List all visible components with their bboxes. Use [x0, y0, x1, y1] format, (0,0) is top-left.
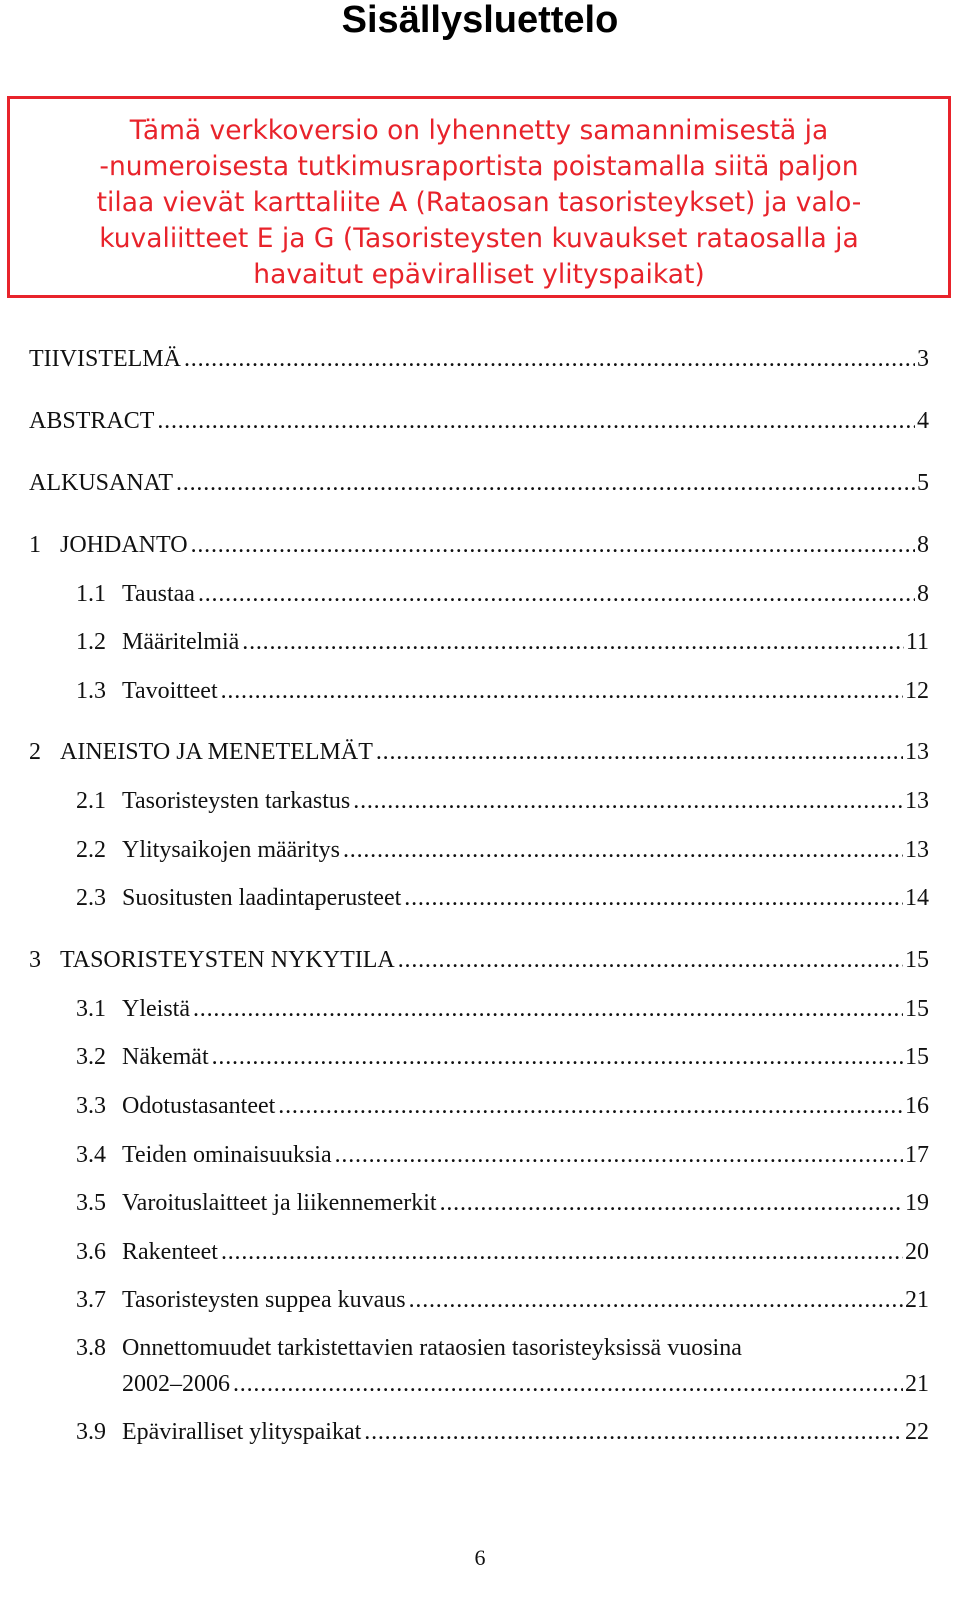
toc-label-continuation: 2002–2006: [122, 1371, 230, 1397]
toc-page-number: 4: [917, 408, 929, 434]
toc-entry-1-2-maaritelmia[interactable]: [76, 627, 929, 657]
toc-entry-1-3-tavoitteet[interactable]: [76, 676, 929, 706]
toc-section-number: 2.2: [76, 837, 106, 863]
toc-section-number: 3.4: [76, 1142, 106, 1168]
toc-label: ALKUSANAT: [29, 470, 173, 496]
toc-entry-3-5-varoituslaitteet[interactable]: [76, 1188, 929, 1218]
toc-section-number: 2: [29, 739, 41, 765]
toc-page-number: 14: [905, 885, 929, 911]
toc-label: Tasoristeysten suppea kuvaus: [122, 1287, 406, 1313]
toc-entry-3-tasoristeysten-nykytila[interactable]: [29, 945, 929, 975]
toc-section-number: 3.3: [76, 1093, 106, 1119]
dot-leader: [376, 737, 903, 767]
dot-leader: [409, 1285, 903, 1315]
toc-entry-3-9-epaviralliset-ylityspaikat[interactable]: [76, 1417, 929, 1447]
toc-label: Määritelmiä: [122, 629, 240, 655]
dot-leader: [353, 786, 903, 816]
toc-label: Ylitysaikojen määritys: [122, 837, 340, 863]
toc-section-number: 3: [29, 947, 41, 973]
toc-entry-3-6-rakenteet[interactable]: [76, 1237, 929, 1267]
dot-leader: [278, 1091, 903, 1121]
toc-label: AINEISTO JA MENETELMÄT: [60, 739, 373, 765]
toc-section-number: 1: [29, 532, 41, 558]
toc-page-number: 15: [905, 1044, 929, 1070]
toc-page-number: 11: [905, 629, 929, 655]
web-version-notice-box: [7, 96, 951, 298]
toc-section-number: 1.2: [76, 629, 106, 655]
toc-entry-2-aineisto-ja-menetelmat[interactable]: [29, 737, 929, 767]
toc-label: Rakenteet: [122, 1239, 218, 1265]
toc-section-number: 3.5: [76, 1190, 106, 1216]
toc-entry-continuation-line: [122, 1369, 929, 1399]
toc-section-number: 3.2: [76, 1044, 106, 1070]
toc-section-number: 3.8: [76, 1335, 106, 1361]
toc-page-number: 8: [917, 532, 929, 558]
toc-section-number: 2.1: [76, 788, 106, 814]
dot-leader: [343, 835, 903, 865]
toc-entry-1-1-taustaa[interactable]: [76, 579, 929, 609]
toc-section-number: 2.3: [76, 885, 106, 911]
toc-page-number: 19: [905, 1190, 929, 1216]
toc-page-number: 3: [917, 346, 929, 372]
toc-label: Taustaa: [122, 581, 195, 607]
toc-entry-3-4-teiden-ominaisuuksia[interactable]: [76, 1140, 929, 1170]
toc-entry-1-johdanto[interactable]: [29, 530, 929, 560]
toc-entry-abstract[interactable]: [29, 406, 929, 436]
toc-page-number: 15: [905, 947, 929, 973]
toc-page-number: 13: [905, 788, 929, 814]
toc-label: Tavoitteet: [122, 678, 218, 704]
toc-section-number: 3.6: [76, 1239, 106, 1265]
dot-leader: [191, 530, 915, 560]
toc-entry-2-2-ylitysaikojen-maaritys[interactable]: [76, 835, 929, 865]
toc-entry-3-7-tasoristeysten-suppea-kuvaus[interactable]: [76, 1285, 929, 1315]
toc-page-number: 13: [905, 837, 929, 863]
dot-leader: [198, 579, 915, 609]
toc-entry-tiivistelma[interactable]: [29, 344, 929, 374]
toc-label: Onnettomuudet tarkistettavien rataosien tasoristeyksissä vuosina: [122, 1335, 742, 1361]
toc-label: Epäviralliset ylityspaikat: [122, 1419, 362, 1445]
dot-leader: [404, 883, 903, 913]
dot-leader: [184, 344, 915, 374]
toc-label: Suositusten laadintaperusteet: [122, 885, 402, 911]
toc-entry-first-line: [76, 1333, 742, 1363]
dot-leader: [157, 406, 915, 436]
toc-section-number: 1.3: [76, 678, 106, 704]
toc-label: TIIVISTELMÄ: [29, 346, 181, 372]
toc-label: ABSTRACT: [29, 408, 155, 434]
toc-page-number: 16: [905, 1093, 929, 1119]
toc-section-number: 1.1: [76, 581, 106, 607]
dot-leader: [233, 1369, 903, 1399]
toc-label: JOHDANTO: [60, 532, 188, 558]
dot-leader: [242, 627, 904, 657]
dot-leader: [335, 1140, 903, 1170]
toc-section-number: 3.1: [76, 996, 106, 1022]
dot-leader: [398, 945, 903, 975]
toc-label: TASORISTEYSTEN NYKYTILA: [60, 947, 395, 973]
toc-entry-3-3-odotustasanteet[interactable]: [76, 1091, 929, 1121]
toc-label: Odotustasanteet: [122, 1093, 276, 1119]
toc-entry-alkusanat[interactable]: [29, 468, 929, 498]
dot-leader: [364, 1417, 903, 1447]
toc-entry-2-1-tasoristeysten-tarkastus[interactable]: [76, 786, 929, 816]
toc-entry-2-3-suositusten-laadintaperusteet[interactable]: [76, 883, 929, 913]
toc-page-number: 5: [917, 470, 929, 496]
toc-label: Yleistä: [122, 996, 190, 1022]
toc-label: Teiden ominaisuuksia: [122, 1142, 332, 1168]
toc-page-number: 13: [905, 739, 929, 765]
dot-leader: [440, 1188, 903, 1218]
dot-leader: [212, 1042, 903, 1072]
dot-leader: [193, 994, 903, 1024]
web-version-notice-text: Tämä verkkoversio on lyhennetty samannimisestä ja -numeroisesta tutkimusraportista poistamalla siitä paljon tilaa vievät karttaliite A (Rataosan tasoristeykset) ja valo- kuvaliitteet E ja G (Tasoristeysten kuvaukset rataosalla ja havaitut epäviralliset ylityspaikat): [96, 115, 862, 290]
page-title: Sisällysluettelo: [341, 0, 619, 41]
toc-section-number: 3.9: [76, 1419, 106, 1445]
toc-section-number: 3.7: [76, 1287, 106, 1313]
dot-leader: [176, 468, 915, 498]
toc-page-number: 21: [905, 1371, 929, 1397]
page-number: 6: [474, 1545, 486, 1570]
toc-entry-3-1-yleista[interactable]: [76, 994, 929, 1024]
toc-page-number: 12: [905, 678, 929, 704]
toc-page-number: 22: [905, 1419, 929, 1445]
toc-page-number: 21: [905, 1287, 929, 1313]
dot-leader: [221, 676, 903, 706]
toc-page-number: 15: [905, 996, 929, 1022]
toc-entry-3-2-nakemat[interactable]: [76, 1042, 929, 1072]
toc-label: Näkemät: [122, 1044, 209, 1070]
toc-page-number: 8: [917, 581, 929, 607]
toc-page-number: 17: [905, 1142, 929, 1168]
toc-label: Varoituslaitteet ja liikennemerkit: [122, 1190, 437, 1216]
dot-leader: [221, 1237, 903, 1267]
toc-page-number: 20: [905, 1239, 929, 1265]
toc-label: Tasoristeysten tarkastus: [122, 788, 351, 814]
